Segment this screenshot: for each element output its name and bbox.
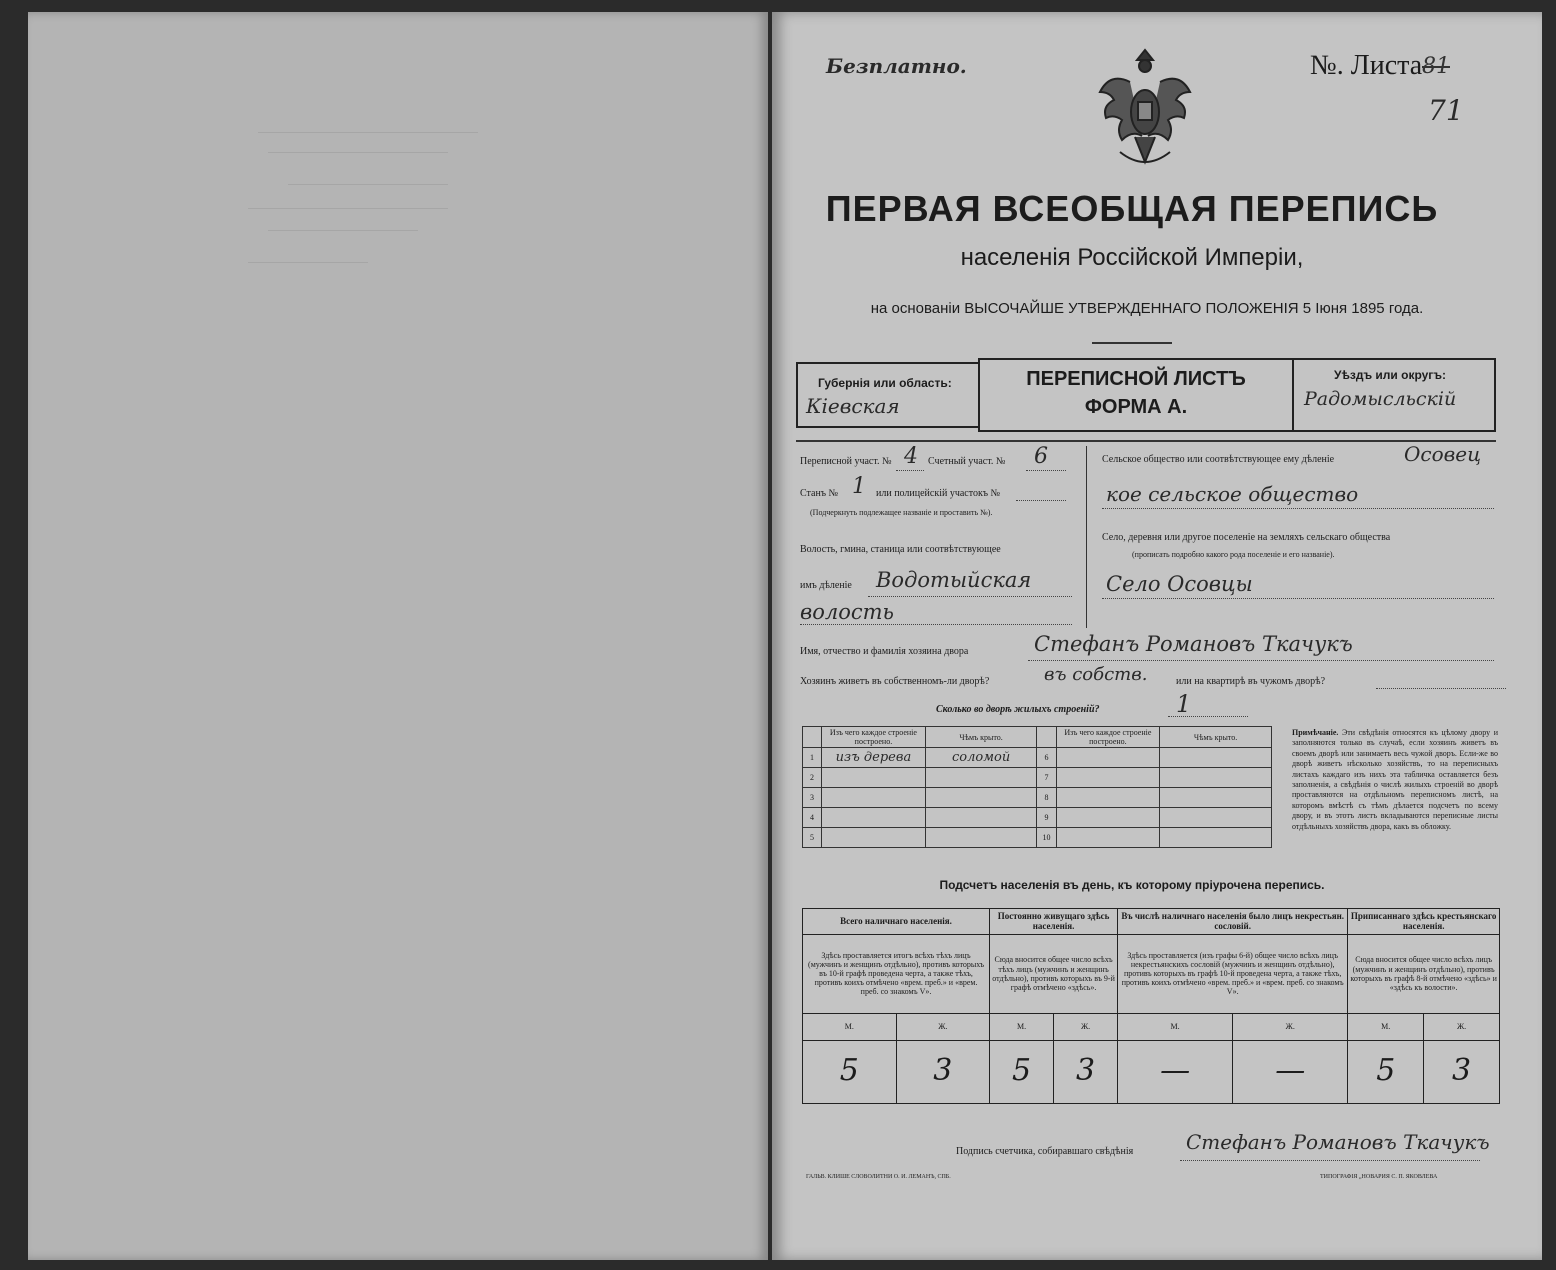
district-value: Радомысльскій — [1304, 388, 1457, 410]
signature-value: Стефанъ Романовъ Ткачукъ — [1186, 1130, 1490, 1154]
note-title: Примѣчаніе. — [1292, 728, 1339, 737]
tally-female-value: 3 — [1054, 1040, 1118, 1103]
buildings-col-material-2: Изъ чего каждое строеніе построено. — [1056, 727, 1160, 748]
female-label: Ж. — [1054, 1013, 1118, 1040]
sheet-number-label: №. Листа — [1310, 50, 1423, 81]
signature-label: Подпись счетчика, собиравшаго свѣдѣнія — [956, 1146, 1134, 1157]
tally-col-desc: Здѣсь проставляется итогъ всѣхъ тѣхъ лицъ (мужчинъ и женщинъ отдѣльно), противъ которыхъ въ 10-й графѣ проведена черта, а также тѣхъ, противъ коихъ отмѣчено «врем. преб.» и «врем. преб. со знакомъ V». — [803, 934, 990, 1013]
tally-col-title: Постоянно живущаго здѣсь населенія. — [990, 909, 1118, 935]
row-number: 10 — [1037, 828, 1056, 848]
roof-cell — [925, 768, 1037, 788]
fields-divider — [1086, 446, 1087, 628]
owner-value: Стефанъ Романовъ Ткачукъ — [1034, 632, 1353, 656]
tally-male-value: 5 — [803, 1040, 897, 1103]
count-section-value: 6 — [1034, 444, 1048, 469]
document-subtitle: населенія Россійской Имперіи, — [960, 244, 1304, 271]
free-of-charge-label: Безплатно. — [826, 54, 967, 78]
buildings-col-roof-2: Чѣмъ крыто. — [1160, 727, 1272, 748]
tally-col-desc: Сюда вносится общее число всѣхъ тѣхъ лицъ (мужчинъ и женщинъ отдѣльно), противъ которыхъ въ 9-й графѣ отмѣчено «здѣсь». — [990, 934, 1118, 1013]
underline-note: (Подчеркнуть подлежащее названіе и проставить №). — [810, 508, 993, 517]
material-cell — [822, 768, 926, 788]
sheet-number-struck: 81 — [1422, 54, 1450, 79]
fields-top-rule — [796, 440, 1496, 442]
rent-label: или на квартирѣ въ чужомъ дворѣ? — [1176, 676, 1326, 687]
province-label: Губернія или область: — [818, 376, 952, 390]
stan-label: Станъ № — [800, 488, 839, 499]
material-cell — [822, 808, 926, 828]
female-label: Ж. — [1233, 1013, 1348, 1040]
row-number: 9 — [1037, 808, 1056, 828]
row-number: 4 — [803, 808, 822, 828]
note-text: Эти свѣдѣнія относятся къ цѣлому двору и заполняются только въ случаѣ, если хозяинъ живетъ въ своемъ дворѣ или занимаетъ весь чужой дворъ. Если-же во дворѣ живетъ нѣсколько хозяйствъ, то на переписныхъ листахъ каждаго изъ нихъ эта табличка оставляется безъ заполненія, а свѣдѣнія о числѣ жилыхъ строеній во дворѣ проставляются на отдѣльномъ переписномъ листѣ, на которомъ вмѣстѣ съ тѣмъ дѣлается подсчетъ по всему двору, и въ этотъ листъ вкладываются переписные листы отдѣльныхъ хозяйствъ двора, какъ въ обложку. — [1292, 728, 1498, 831]
tally-col-title: Всего наличнаго населенія. — [803, 909, 990, 935]
female-label: Ж. — [1424, 1013, 1500, 1040]
count-section-label: Счетный участ. № — [928, 456, 1006, 467]
form-title: ПЕРЕПИСНОЙ ЛИСТЪ — [1026, 368, 1246, 390]
roof-cell — [925, 808, 1037, 828]
census-form-page — [772, 12, 1542, 1260]
buildings-count-value: 1 — [1176, 690, 1192, 718]
print-credit-left: ГАЛЬВ. КЛИШЕ СЛОВОЛИТНИ О. И. ЛЕМАНЪ, СПБ. — [806, 1174, 951, 1180]
tally-col-desc: Здѣсь проставляется (изъ графы 6-й) общее число всѣхъ лицъ некрестьянскихъ сословій (мужчинъ и женщинъ отдѣльно), противъ которыхъ въ графѣ 10-й проведена черта, а также тѣхъ, противъ коихъ отмѣчено «врем. преб.» и «врем. преб. со знакомъ V». — [1118, 934, 1348, 1013]
male-label: М. — [990, 1013, 1054, 1040]
tally-male-value: — — [1118, 1040, 1233, 1103]
society-label: Сельское общество или соотвѣтствующее ему дѣленіе — [1102, 454, 1335, 465]
volost-label-2: имъ дѣленіе — [800, 580, 852, 591]
tally-female-value: — — [1233, 1040, 1348, 1103]
village-note: (прописать подробно какого рода поселеніе и его названіе). — [1132, 550, 1335, 559]
row-number: 1 — [803, 748, 822, 768]
buildings-col-roof: Чѣмъ крыто. — [925, 727, 1037, 748]
volost-value-1: Водотыйская — [876, 568, 1032, 592]
tally-male-value: 5 — [1348, 1040, 1424, 1103]
ornament-divider — [1092, 342, 1172, 344]
province-box — [796, 362, 980, 428]
sheet-number-handwritten: 71 — [1428, 94, 1464, 127]
buildings-col-material: Изъ чего каждое строеніе построено. — [822, 727, 926, 748]
male-label: М. — [803, 1013, 897, 1040]
tally-female-value: 3 — [896, 1040, 990, 1103]
own-yard-label: Хозяинъ живетъ въ собственномъ-ли дворѣ? — [800, 676, 990, 687]
form-name: ФОРМА А. — [1084, 396, 1188, 418]
female-label: Ж. — [896, 1013, 990, 1040]
row-number: 7 — [1037, 768, 1056, 788]
district-box — [1292, 358, 1496, 432]
volost-label: Волость, гмина, станица или соотвѣтствующее — [800, 544, 1001, 555]
owner-label: Имя, отчество и фамилія хозяина двора — [800, 646, 969, 657]
document-title: ПЕРВАЯ ВСЕОБЩАЯ ПЕРЕПИСЬ — [825, 188, 1439, 229]
roof-cell — [925, 788, 1037, 808]
row-number: 5 — [803, 828, 822, 848]
row-number: 2 — [803, 768, 822, 788]
tally-col-title: Приписаннаго здѣсь крестьянскаго населенія. — [1348, 909, 1500, 935]
male-label: М. — [1348, 1013, 1424, 1040]
district-label: Уѣздъ или округъ: — [1334, 368, 1447, 382]
tally-male-value: 5 — [990, 1040, 1054, 1103]
society-value-2: кое сельское общество — [1106, 482, 1359, 506]
male-label: М. — [1118, 1013, 1233, 1040]
police-label: или полицейскій участокъ № — [876, 488, 1001, 499]
volost-value-2: волость — [800, 600, 894, 624]
buildings-table — [802, 726, 1272, 848]
tally-col-desc: Сюда вносится общее число всѣхъ лицъ (мужчинъ и женщинъ отдѣльно), противъ которыхъ въ графѣ 8-й отмѣчено «здѣсь» и «здѣсь къ волости». — [1348, 934, 1500, 1013]
legal-basis: на основаніи ВЫСОЧАЙШЕ УТВЕРЖДЕННАГО ПОЛОЖЕНІЯ 5 Іюня 1895 года. — [870, 300, 1424, 317]
material-cell — [822, 788, 926, 808]
form-title-box — [978, 358, 1292, 432]
row-number: 8 — [1037, 788, 1056, 808]
row-number: 6 — [1037, 748, 1056, 768]
village-value: Село Осовцы — [1106, 572, 1253, 596]
row-number: 3 — [803, 788, 822, 808]
buildings-count-label: Сколько во дворѣ жилыхъ строеній? — [936, 704, 1100, 715]
roof-cell — [925, 828, 1037, 848]
material-cell — [822, 828, 926, 848]
own-yard-value: въ собств. — [1044, 664, 1148, 685]
imperial-eagle-emblem — [1090, 42, 1200, 182]
census-section-label: Переписной участ. № — [800, 456, 892, 467]
population-tally-table — [802, 908, 1500, 1104]
census-section-value: 4 — [904, 444, 918, 469]
society-value-1: Осовец — [1404, 442, 1482, 466]
note-block — [1292, 728, 1498, 832]
tally-heading: Подсчетъ населенія въ день, къ которому пріурочена перепись. — [939, 878, 1325, 892]
print-credit-right: ТИПОГРАФІЯ „НОВАРИЯ С. П. ЯКОВЛЕВА — [1320, 1174, 1438, 1180]
tally-female-value: 3 — [1424, 1040, 1500, 1103]
village-label: Село, деревня или другое поселеніе на земляхъ сельскаго общества — [1102, 532, 1391, 543]
tally-col-title: Въ числѣ наличнаго населенія было лицъ некрестьян. сословій. — [1118, 909, 1348, 935]
stan-value: 1 — [852, 474, 866, 499]
left-page-blank — [28, 12, 768, 1260]
roof-cell: соломой — [925, 748, 1037, 768]
material-cell: изъ дерева — [822, 748, 926, 768]
province-value: Кіевская — [806, 394, 900, 418]
